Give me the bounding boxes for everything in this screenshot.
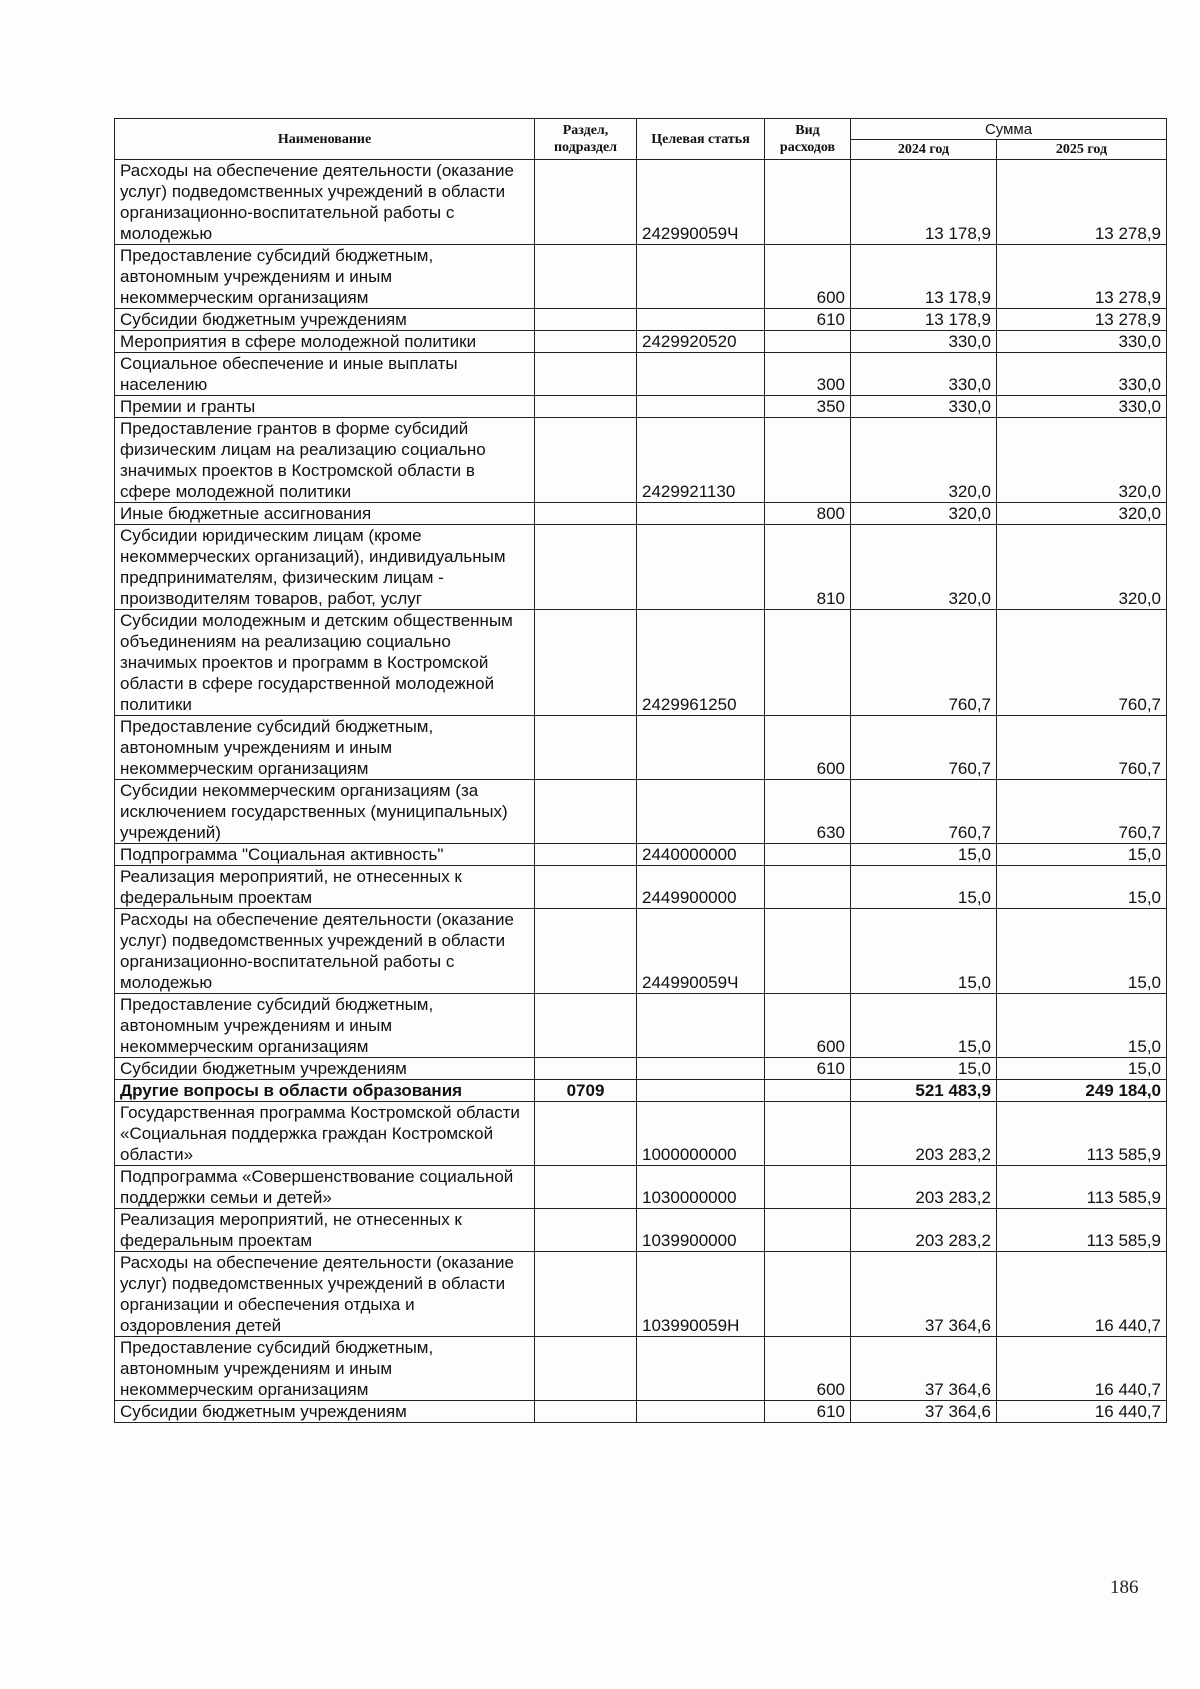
- cell-2024: 15,0: [851, 866, 997, 909]
- cell-section: 0709: [535, 1080, 637, 1102]
- cell-section: [535, 1209, 637, 1252]
- cell-section: [535, 844, 637, 866]
- cell-kind: [765, 1252, 851, 1337]
- cell-kind: 600: [765, 994, 851, 1058]
- cell-target: 2449900000: [637, 866, 765, 909]
- cell-target: [637, 309, 765, 331]
- cell-target: [637, 396, 765, 418]
- cell-name: Иные бюджетные ассигнования: [115, 503, 535, 525]
- cell-2024: 15,0: [851, 909, 997, 994]
- budget-table: [114, 118, 1167, 1423]
- table-row: [115, 525, 1167, 610]
- cell-kind: 600: [765, 716, 851, 780]
- cell-target: [637, 994, 765, 1058]
- cell-section: [535, 353, 637, 396]
- cell-section: [535, 1058, 637, 1080]
- cell-2025: 16 440,7: [997, 1252, 1167, 1337]
- cell-2024: 330,0: [851, 396, 997, 418]
- cell-2024: 760,7: [851, 716, 997, 780]
- cell-section: [535, 1337, 637, 1401]
- cell-name: Расходы на обеспечение деятельности (оказание услуг) подведомственных учреждений в области организационно-воспитательной работы с молодежью: [115, 909, 535, 994]
- header-sum: Сумма: [851, 119, 1167, 140]
- cell-2024: 203 283,2: [851, 1209, 997, 1252]
- cell-kind: [765, 844, 851, 866]
- cell-2025: 13 278,9: [997, 309, 1167, 331]
- cell-2024: 37 364,6: [851, 1337, 997, 1401]
- cell-2025: 760,7: [997, 780, 1167, 844]
- cell-name: Субсидии бюджетным учреждениям: [115, 1058, 535, 1080]
- cell-name: Расходы на обеспечение деятельности (оказание услуг) подведомственных учреждений в области организации и обеспечения отдыха и оздоровления детей: [115, 1252, 535, 1337]
- table-row: [115, 160, 1167, 245]
- table-row: [115, 716, 1167, 780]
- cell-name: Мероприятия в сфере молодежной политики: [115, 331, 535, 353]
- cell-kind: 350: [765, 396, 851, 418]
- table-row: [115, 610, 1167, 716]
- table-row: [115, 1080, 1167, 1102]
- cell-target: [637, 780, 765, 844]
- table-row: [115, 1166, 1167, 1209]
- cell-2025: 16 440,7: [997, 1337, 1167, 1401]
- cell-target: 1039900000: [637, 1209, 765, 1252]
- cell-section: [535, 909, 637, 994]
- cell-2025: 760,7: [997, 610, 1167, 716]
- cell-name: Субсидии молодежным и детским общественным объединениям на реализацию социально значимых проектов и программ в Костромской области в сфере государственной молодежной политики: [115, 610, 535, 716]
- cell-section: [535, 525, 637, 610]
- cell-name: Субсидии бюджетным учреждениям: [115, 309, 535, 331]
- cell-2024: 203 283,2: [851, 1102, 997, 1166]
- cell-target: [637, 353, 765, 396]
- cell-name: Предоставление субсидий бюджетным, автономным учреждениям и иным некоммерческим организациям: [115, 1337, 535, 1401]
- cell-kind: [765, 909, 851, 994]
- cell-kind: 800: [765, 503, 851, 525]
- cell-2025: 320,0: [997, 525, 1167, 610]
- cell-2025: 760,7: [997, 716, 1167, 780]
- cell-2024: 37 364,6: [851, 1252, 997, 1337]
- cell-2025: 330,0: [997, 331, 1167, 353]
- table-row: [115, 331, 1167, 353]
- cell-2024: 37 364,6: [851, 1401, 997, 1423]
- cell-name: Реализация мероприятий, не отнесенных к федеральным проектам: [115, 866, 535, 909]
- table-row: [115, 780, 1167, 844]
- cell-target: [637, 1058, 765, 1080]
- cell-target: 2429961250: [637, 610, 765, 716]
- cell-target: 2429920520: [637, 331, 765, 353]
- cell-section: [535, 716, 637, 780]
- cell-kind: [765, 1166, 851, 1209]
- table-row: [115, 245, 1167, 309]
- cell-target: 1030000000: [637, 1166, 765, 1209]
- table-row: [115, 909, 1167, 994]
- table-row: [115, 353, 1167, 396]
- cell-target: 242990059Ч: [637, 160, 765, 245]
- cell-2024: 760,7: [851, 610, 997, 716]
- cell-kind: [765, 1080, 851, 1102]
- table-row: [115, 866, 1167, 909]
- cell-target: 2429921130: [637, 418, 765, 503]
- cell-2025: 15,0: [997, 994, 1167, 1058]
- table-row: [115, 396, 1167, 418]
- cell-2025: 320,0: [997, 503, 1167, 525]
- cell-name: Предоставление субсидий бюджетным, автономным учреждениям и иным некоммерческим организациям: [115, 716, 535, 780]
- cell-name: Предоставление грантов в форме субсидий физическим лицам на реализацию социально значимых проектов в Костромской области в сфере молодежной политики: [115, 418, 535, 503]
- header-name: Наименование: [115, 119, 535, 160]
- cell-2024: 330,0: [851, 331, 997, 353]
- cell-name: Премии и гранты: [115, 396, 535, 418]
- cell-2025: 15,0: [997, 1058, 1167, 1080]
- cell-2024: 15,0: [851, 994, 997, 1058]
- cell-target: [637, 245, 765, 309]
- cell-target: [637, 525, 765, 610]
- cell-kind: 610: [765, 1401, 851, 1423]
- cell-2025: 16 440,7: [997, 1401, 1167, 1423]
- table-row: [115, 1209, 1167, 1252]
- cell-target: [637, 1401, 765, 1423]
- cell-target: 103990059Н: [637, 1252, 765, 1337]
- cell-name: Субсидии некоммерческим организациям (за исключением государственных (муниципальных) учреждений): [115, 780, 535, 844]
- table-row: [115, 503, 1167, 525]
- cell-2024: 15,0: [851, 1058, 997, 1080]
- cell-target: [637, 503, 765, 525]
- cell-section: [535, 503, 637, 525]
- cell-name: Предоставление субсидий бюджетным, автономным учреждениям и иным некоммерческим организациям: [115, 245, 535, 309]
- cell-kind: [765, 1102, 851, 1166]
- cell-kind: 600: [765, 1337, 851, 1401]
- table-row: [115, 994, 1167, 1058]
- cell-2025: 330,0: [997, 396, 1167, 418]
- cell-2024: 15,0: [851, 844, 997, 866]
- cell-section: [535, 160, 637, 245]
- header-year-2025: 2025 год: [997, 140, 1167, 160]
- cell-2024: 13 178,9: [851, 309, 997, 331]
- cell-kind: 610: [765, 309, 851, 331]
- cell-section: [535, 610, 637, 716]
- cell-2024: 13 178,9: [851, 245, 997, 309]
- cell-section: [535, 245, 637, 309]
- cell-2025: 320,0: [997, 418, 1167, 503]
- header-section: Раздел, подраздел: [535, 119, 637, 160]
- cell-section: [535, 309, 637, 331]
- cell-section: [535, 866, 637, 909]
- cell-section: [535, 1166, 637, 1209]
- cell-name: Расходы на обеспечение деятельности (оказание услуг) подведомственных учреждений в области организационно-воспитательной работы с молодежью: [115, 160, 535, 245]
- table-body: [115, 160, 1167, 1423]
- cell-2025: 15,0: [997, 909, 1167, 994]
- cell-name: Государственная программа Костромской области «Социальная поддержка граждан Костромской области»: [115, 1102, 535, 1166]
- cell-2025: 15,0: [997, 844, 1167, 866]
- cell-2024: 760,7: [851, 780, 997, 844]
- cell-section: [535, 1401, 637, 1423]
- header-kind: Вид расходов: [765, 119, 851, 160]
- cell-section: [535, 1102, 637, 1166]
- cell-kind: [765, 1209, 851, 1252]
- cell-2024: 320,0: [851, 503, 997, 525]
- cell-2025: 13 278,9: [997, 245, 1167, 309]
- cell-name: Реализация мероприятий, не отнесенных к федеральным проектам: [115, 1209, 535, 1252]
- page-number: 186: [1110, 1577, 1139, 1598]
- cell-target: [637, 1080, 765, 1102]
- table-row: [115, 418, 1167, 503]
- cell-section: [535, 1252, 637, 1337]
- cell-2024: 330,0: [851, 353, 997, 396]
- table-row: [115, 1102, 1167, 1166]
- cell-name: Предоставление субсидий бюджетным, автономным учреждениям и иным некоммерческим организациям: [115, 994, 535, 1058]
- cell-kind: 610: [765, 1058, 851, 1080]
- cell-name: Субсидии юридическим лицам (кроме некоммерческих организаций), индивидуальным предпринимателям, физическим лицам - производителям товаров, работ, услуг: [115, 525, 535, 610]
- cell-2025: 13 278,9: [997, 160, 1167, 245]
- cell-kind: [765, 160, 851, 245]
- cell-2025: 113 585,9: [997, 1166, 1167, 1209]
- cell-name: Подпрограмма «Совершенствование социальной поддержки семьи и детей»: [115, 1166, 535, 1209]
- table-row: [115, 1337, 1167, 1401]
- cell-name: Субсидии бюджетным учреждениям: [115, 1401, 535, 1423]
- cell-2025: 113 585,9: [997, 1102, 1167, 1166]
- cell-target: 2440000000: [637, 844, 765, 866]
- cell-section: [535, 396, 637, 418]
- cell-name: Другие вопросы в области образования: [115, 1080, 535, 1102]
- cell-kind: 300: [765, 353, 851, 396]
- cell-target: 1000000000: [637, 1102, 765, 1166]
- header-target: Целевая статья: [637, 119, 765, 160]
- cell-2024: 203 283,2: [851, 1166, 997, 1209]
- table-row: [115, 309, 1167, 331]
- cell-2025: 113 585,9: [997, 1209, 1167, 1252]
- cell-name: Социальное обеспечение и иные выплаты населению: [115, 353, 535, 396]
- cell-kind: 810: [765, 525, 851, 610]
- header-year-2024: 2024 год: [851, 140, 997, 160]
- cell-2025: 249 184,0: [997, 1080, 1167, 1102]
- table-header: [115, 119, 1167, 160]
- cell-kind: [765, 418, 851, 503]
- table-row: [115, 1252, 1167, 1337]
- cell-kind: 630: [765, 780, 851, 844]
- cell-kind: [765, 866, 851, 909]
- table-row: [115, 844, 1167, 866]
- table-row: [115, 1401, 1167, 1423]
- cell-2024: 320,0: [851, 418, 997, 503]
- cell-2025: 330,0: [997, 353, 1167, 396]
- cell-2025: 15,0: [997, 866, 1167, 909]
- cell-2024: 521 483,9: [851, 1080, 997, 1102]
- cell-target: [637, 1337, 765, 1401]
- cell-kind: [765, 331, 851, 353]
- cell-2024: 320,0: [851, 525, 997, 610]
- cell-section: [535, 418, 637, 503]
- cell-name: Подпрограмма "Социальная активность": [115, 844, 535, 866]
- cell-2024: 13 178,9: [851, 160, 997, 245]
- cell-section: [535, 331, 637, 353]
- cell-kind: 600: [765, 245, 851, 309]
- cell-kind: [765, 610, 851, 716]
- table-row: [115, 1058, 1167, 1080]
- cell-target: [637, 716, 765, 780]
- cell-section: [535, 780, 637, 844]
- cell-section: [535, 994, 637, 1058]
- cell-target: 244990059Ч: [637, 909, 765, 994]
